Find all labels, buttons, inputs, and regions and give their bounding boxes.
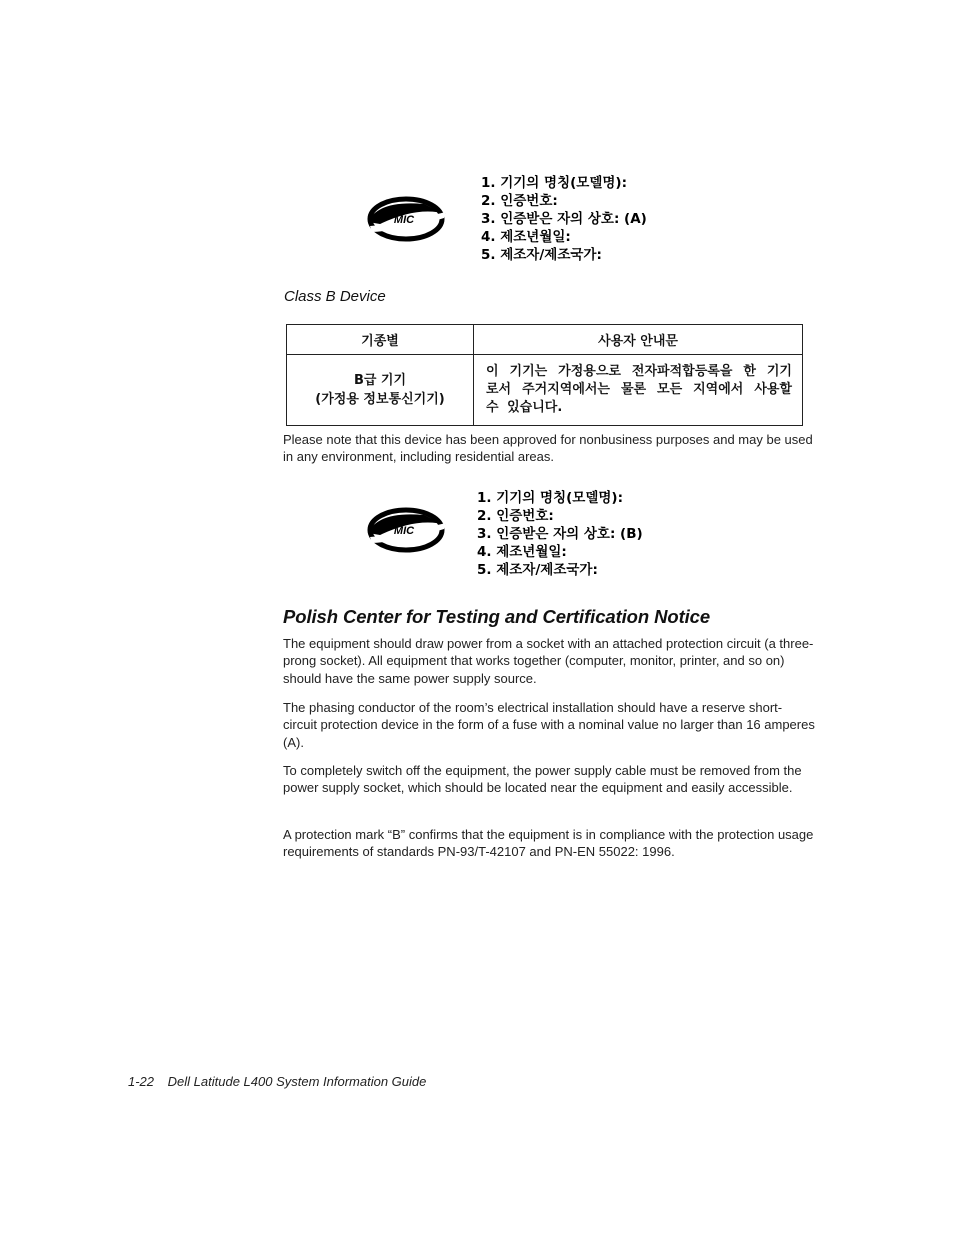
polish-paragraph: The phasing conductor of the room’s electrical installation should have a reserve short-circuit protection device in the form of a fuse with a nominal value no larger than 16 amperes (A). [283,700,815,750]
polish-paragraph: The equipment should draw power from a socket with an attached protection circuit (a three-prong socket). All equipment that works together (computer, monitor, printer, and so on) should have the same power supply source. [283,636,814,686]
class-b-table [286,324,803,426]
user-notice-cell: 이 기기는 가정용으로 전자파적합등록을 한 기기로서 주거지역에서는 물론 모든 지역에서 사용할 수 있습니다. [474,355,803,426]
list-item: 4. 제조년월일: [481,229,571,245]
section-title: Polish Center for Testing and Certification Notice [283,606,711,627]
polish-paragraph: To completely switch off the equipment, the power supply cable must be removed from the power supply socket, which should be located near the equipment and easily accessible. [283,763,802,796]
page-number: 1-22 [128,1074,155,1089]
list-item: 2. 인증번호: [481,193,558,209]
device-class-cell [287,355,474,426]
mic-logo [366,196,448,242]
list-item: 3. 인증받은 자의 상호: (B) [477,526,643,542]
list-item: 2. 인증번호: [477,508,554,524]
class-b-caption: Class B Device [284,288,386,305]
mic-logo-text: MIC [393,525,415,537]
device-class-line1: B급 기기 [353,373,407,388]
class-b-note: Please note that this device has been approved for nonbusiness purposes and may be used in any environment, including residential areas. [283,432,813,465]
mic-logo-text: MIC [393,214,415,226]
column-header-user-notice: 사용자 안내문 [474,325,803,355]
page-footer [128,1074,426,1089]
mic-info-list-b [477,489,643,579]
list-item: 5. 제조자/제조국가: [477,562,598,578]
guide-title: Dell Latitude L400 System Information Guide [167,1074,427,1089]
list-item: 5. 제조자/제조국가: [481,247,602,263]
table-header-row [287,325,803,355]
mic-logo [366,507,448,553]
list-item: 1. 기기의 명칭(모델명): [481,175,627,191]
list-item: 3. 인증받은 자의 상호: (A) [481,211,647,227]
table-row [287,355,803,426]
device-class-line2: (가정용 정보통신기기) [315,392,445,407]
mic-info-list-a [481,174,647,264]
column-header-device-type: 기종별 [287,325,474,355]
list-item: 4. 제조년월일: [477,544,567,560]
list-item: 1. 기기의 명칭(모델명): [477,490,623,506]
polish-paragraph: A protection mark “B” confirms that the equipment is in compliance with the protection usage requirements of standards PN-93/T-42107 and PN-EN 55022: 1996. [283,827,814,860]
